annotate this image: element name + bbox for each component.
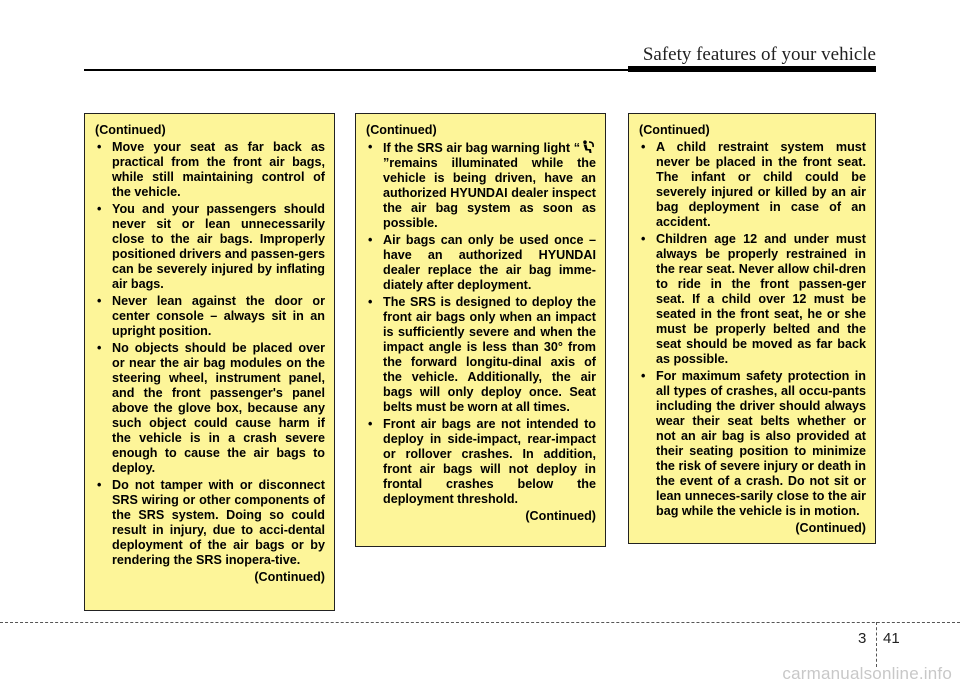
bullet-item: • Move your seat as far back as practical from the front air bags, while still maintaining control of the vehicle. bbox=[95, 140, 325, 200]
bullet-text-pre: If the SRS air bag warning light “ bbox=[383, 141, 580, 155]
header-rule-accent bbox=[628, 66, 876, 72]
footer-rule bbox=[0, 622, 960, 623]
bullet-item: • Air bags can only be used once – have an authorized HYUNDAI dealer replace the air bag imme-diately after deployment. bbox=[366, 233, 596, 293]
bullet-item: • Never lean against the door or center console – always sit in an upright position. bbox=[95, 294, 325, 339]
airbag-warning-icon bbox=[581, 140, 595, 154]
bullet-item: • A child restraint system must never be placed in the front seat. The infant or child could be severely injured or killed by an air bag deployment in case of an accident. bbox=[639, 140, 866, 230]
bullet-item: • Do not tamper with or disconnect SRS wiring or other components of the SRS system. Doing so could result in injury, due to acci-dental deployment of the air bags or by rendering the SRS inopera-tive. bbox=[95, 478, 325, 568]
warning-panel-1 bbox=[84, 113, 335, 611]
bullet-item: • You and your passengers should never sit or lean unnecessarily close to the air bags. Improperly positioned drivers and passen-gers can be severely injured by inflating air bags. bbox=[95, 202, 325, 292]
continued-label: (Continued) bbox=[95, 123, 166, 137]
continued-label: (Continued) bbox=[795, 521, 866, 535]
page-divider bbox=[876, 622, 877, 667]
header-title: Safety features of your vehicle bbox=[642, 44, 876, 65]
continued-label: (Continued) bbox=[366, 123, 437, 137]
bullet-item: • The SRS is designed to deploy the front air bags only when an impact is sufficiently severe and when the impact angle is less than 30° from the forward longitu-dinal axis of the vehicle. Additionally, the air bags will only deploy once. Seat belts must be worn at all times. bbox=[366, 295, 596, 415]
page-number: 41 bbox=[883, 630, 900, 647]
bullet-item: • No objects should be placed over or near the air bag modules on the steering wheel, instrument panel, and the front passenger's panel above the glove box, because any such object could cause harm if the vehicle is in a crash severe enough to cause the air bags to deploy. bbox=[95, 341, 325, 476]
continued-label: (Continued) bbox=[254, 570, 325, 584]
warning-panel-3 bbox=[628, 113, 876, 544]
bullet-item bbox=[366, 140, 596, 231]
chapter-number: 3 bbox=[858, 630, 867, 647]
bullet-text-post: ”remains illuminated while the vehicle is being driven, have an authorized HYUNDAI dealer inspect the air bag system as soon as possible. bbox=[383, 156, 596, 230]
watermark: carmanualsonline.info bbox=[782, 664, 952, 683]
bullet-item: • Children age 12 and under must always be properly restrained in the rear seat. Never allow chil-dren to ride in the front passen-ger seat. If a child over 12 must be seated in the front seat, he or she must be properly belted and the seat should be moved as far back as possible. bbox=[639, 232, 866, 367]
continued-label: (Continued) bbox=[639, 123, 710, 137]
bullet-item: • Front air bags are not intended to deploy in side-impact, rear-impact or rollover crashes. In addition, front air bags will not deploy in frontal crashes below the deployment threshold. bbox=[366, 417, 596, 507]
continued-label: (Continued) bbox=[525, 509, 596, 523]
warning-panel-2 bbox=[355, 113, 606, 547]
bullet-item: • For maximum safety protection in all types of crashes, all occu-pants including the driver should always wear their seat belts whether or not an air bag is also provided at their seating position to minimize the risk of severe injury or death in the event of a crash. Do not sit or lean unneces-sarily close to the air bag while the vehicle is in motion. bbox=[639, 369, 866, 519]
